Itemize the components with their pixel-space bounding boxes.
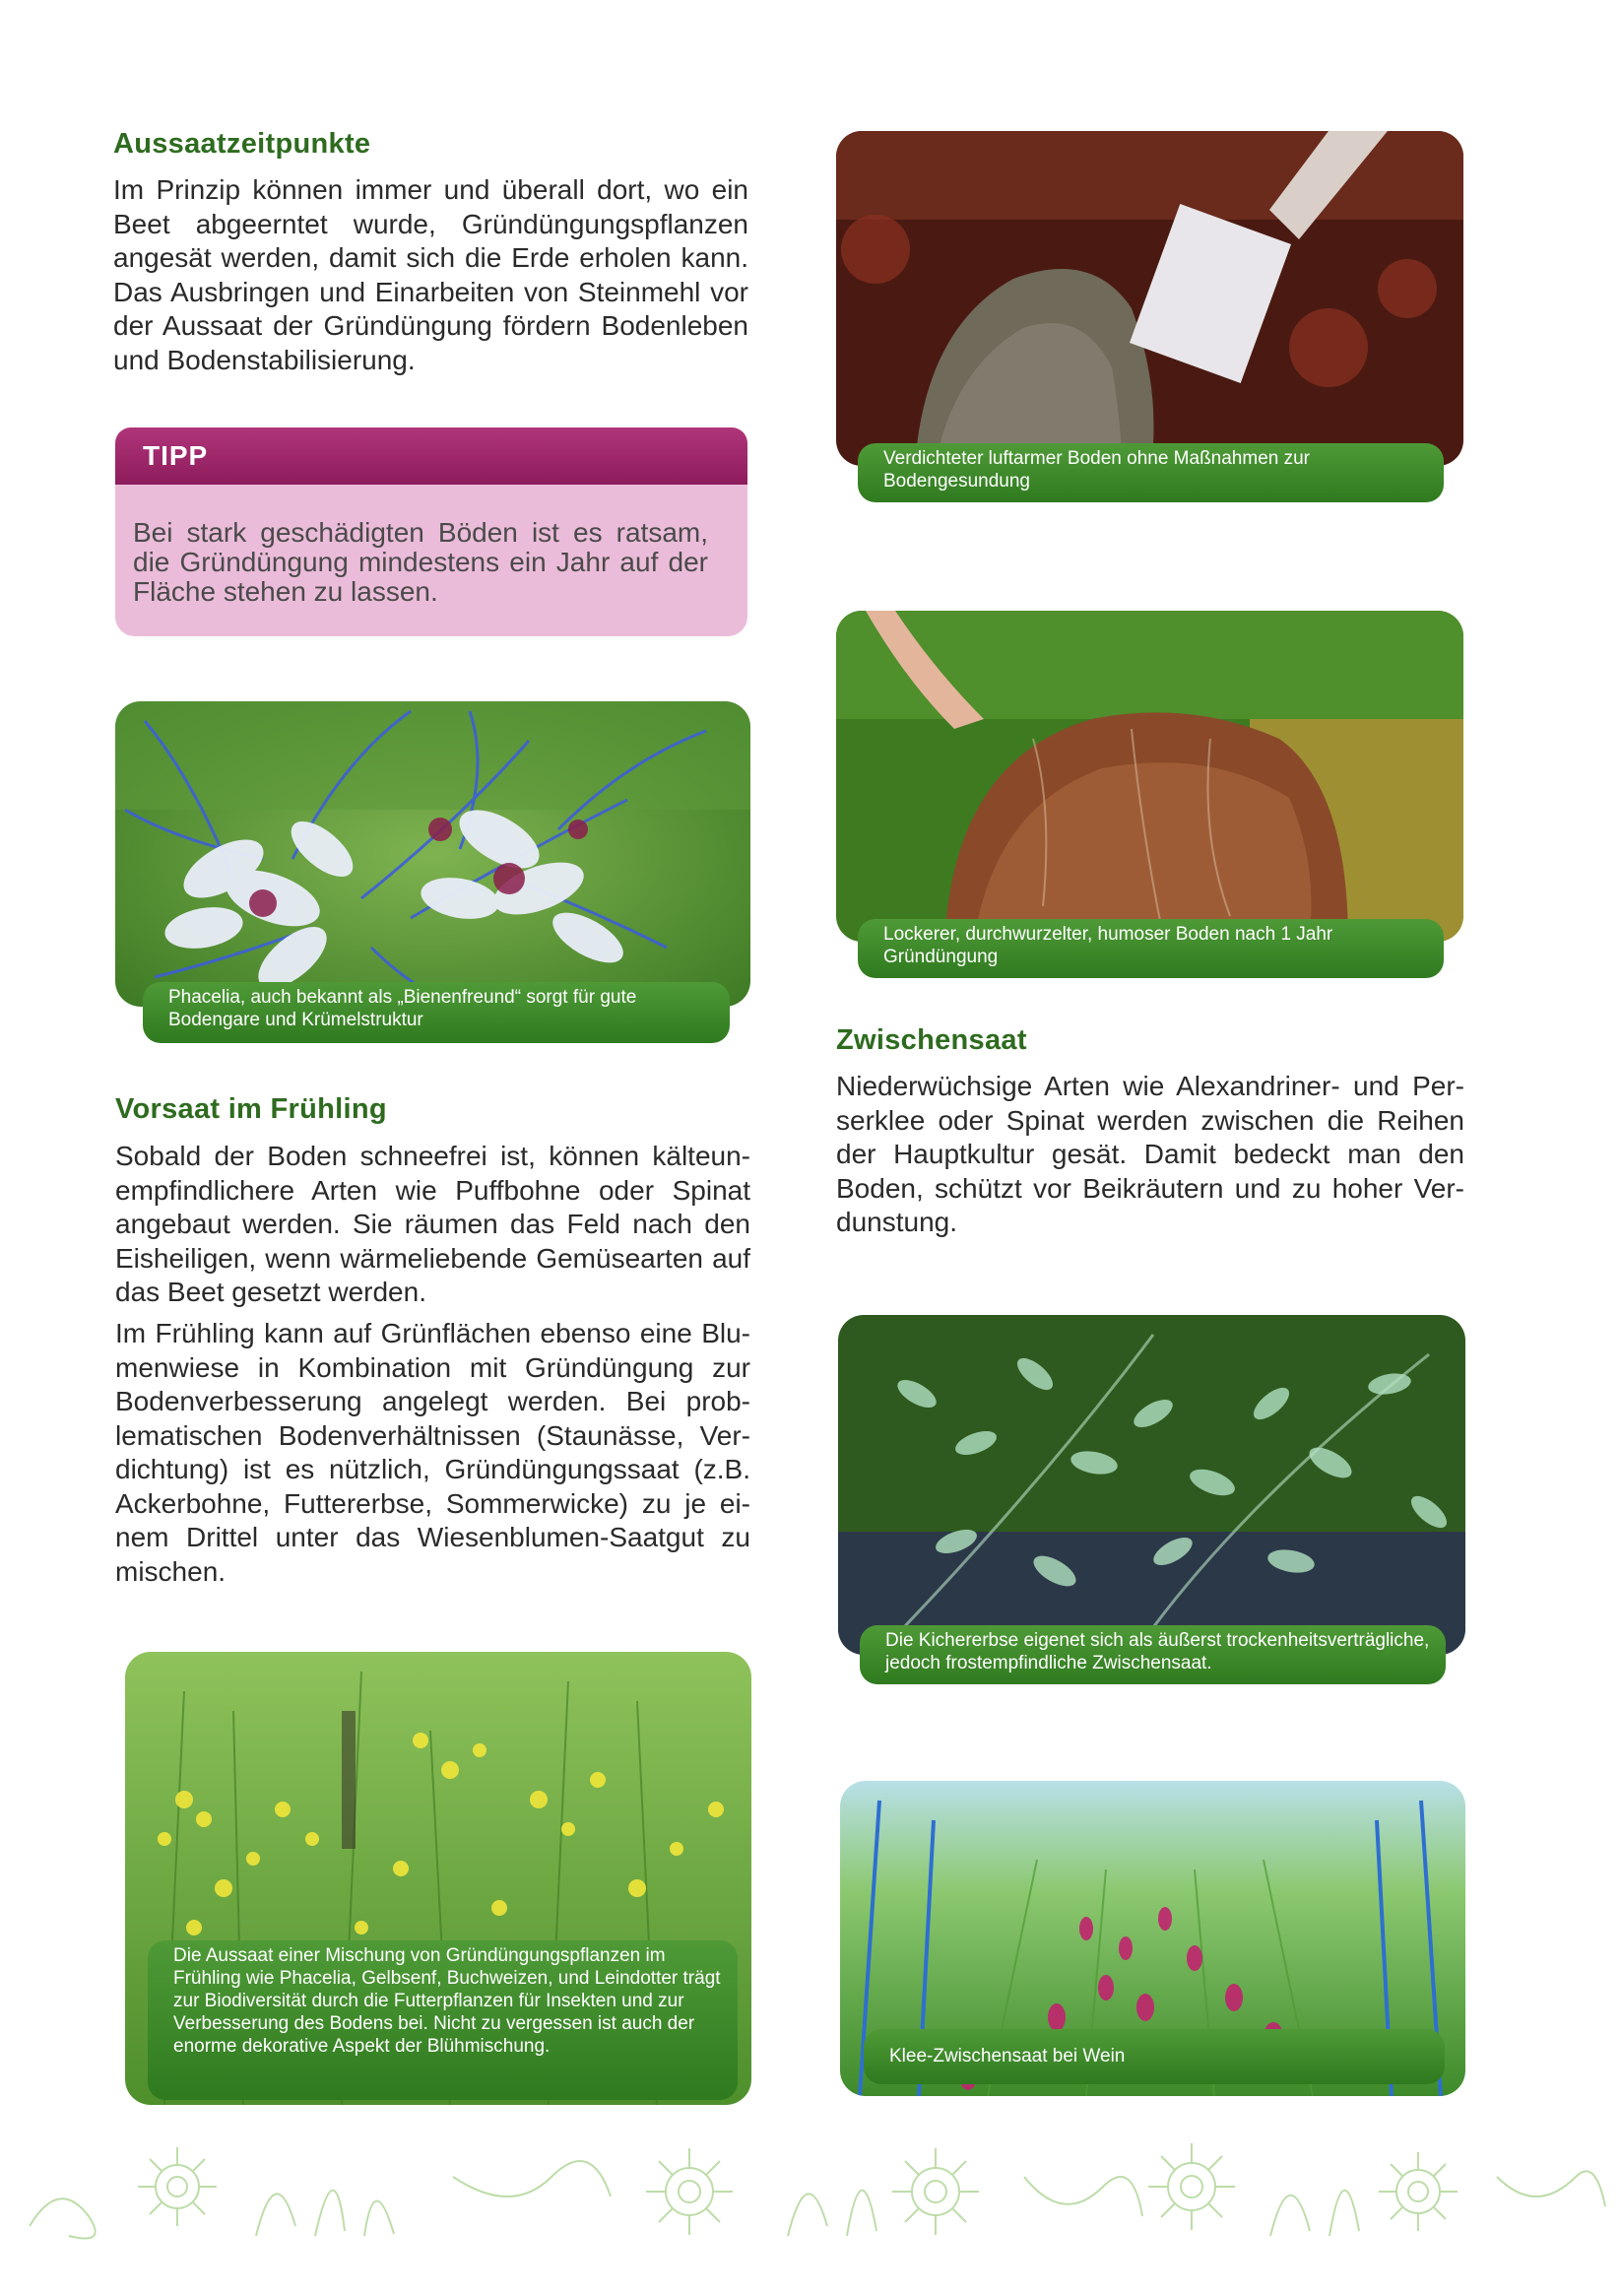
flower-ornament: [646, 2148, 733, 2235]
paragraph-vorsaat-2: Im Frühling kann auf Grünflächen ebenso eine Blumenwiese in Kombination mit Gründüngung zur Bodenverbesserung angelegt werden. Bei problematischen Bodenverhältnissen (Staunässe, Verdichtung) ist es nützlich, Gründüngungssaat (z.B. Ackerbohne, Futtererbse, Sommerwicke) zu je einem Drittel unter das Wiesenblumen-Saatgut zu mischen.: [115, 1318, 750, 1587]
phacelia-image: [115, 701, 750, 1007]
verdichteter-boden-caption: Verdichteter luftarmer Boden ohne Maßnahmen zur Bodengesundung: [858, 443, 1444, 502]
flower-ornament: [1148, 2143, 1235, 2230]
heading-zwischensaat: Zwischensaat: [836, 1024, 1027, 1056]
tipp-label: TIPP: [143, 440, 209, 471]
lockerer-boden-photo: [836, 611, 1463, 942]
mischung-caption: Die Aussaat einer Mischung von Gründüngungspflanzen im Frühling wie Phacelia, Gelbsenf, Buchweizen, und Leindotter trägt zur Biodiversität durch die Futterpflanzen für Insekten und zur Verbesserung des Bodens bei. Nicht zu vergessen ist auch der enorme dekorative Aspekt der Blühmischung.: [148, 1940, 738, 2100]
tipp-header: [115, 427, 747, 485]
heading-vorsaat-im-fruehling: Vorsaat im Frühling: [115, 1093, 387, 1125]
phacelia-photo: [115, 701, 750, 1007]
kichererbse-caption: Die Kichererbse eigenet sich als äußerst trockenheitsverträgliche, jedoch frostempfindliche Zwischensaat.: [860, 1625, 1446, 1684]
tipp-body: [115, 485, 747, 636]
footer-plant-ornament: [0, 2118, 1621, 2256]
phacelia-caption: Phacelia, auch bekannt als „Bienenfreund“ sorgt für gute Bodengare und Krümelstruktur: [143, 982, 730, 1043]
kichererbse-photo: [838, 1315, 1465, 1655]
paragraph-vorsaat-1: Sobald der Boden schneefrei ist, können kälteunempfindlichere Arten wie Puffbohne oder Spinat angebaut werden. Sie räumen das Feld nach den Eisheiligen, wenn wärmeliebende Gemüsearten auf das Beet gesetzt werden.: [115, 1141, 750, 1307]
verdichteter-boden-image: [836, 131, 1463, 466]
paragraph-aussaatzeitpunkte: Im Prinzip können immer und überall dort, wo ein Beet abgeerntet wurde, Gründüngungspflanzen angesät werden, damit sich die Erde erholen kann. Das Ausbringen und Einarbeiten von Steinmehl vor der Aussaat der Gründüngung fördern Bodenleben und Bodenstabilisierung.: [113, 174, 748, 375]
flower-ornament: [1379, 2152, 1458, 2231]
klee-caption: Klee-Zwischensaat bei Wein: [864, 2029, 1445, 2084]
kichererbse-image: [838, 1315, 1465, 1655]
tipp-text: Bei stark geschädigten Böden ist es ratsam, die Gründüngung mindestens ein Jahr auf der Fläche stehen zu lassen.: [133, 517, 708, 607]
paragraph-zwischensaat: Niederwüchsige Arten wie Alexandriner- und Perserklee oder Spinat werden zwischen die Reihen der Hauptkultur gesät. Damit bedeckt man den Boden, schützt vor Beikräutern und zu hoher Verdunstung.: [836, 1071, 1464, 1237]
flower-ornament: [138, 2147, 217, 2226]
verdichteter-boden-photo: [836, 131, 1463, 466]
heading-aussaatzeitpunkte: Aussaatzeitpunkte: [113, 128, 371, 160]
lockerer-boden-image: [836, 611, 1463, 942]
lockerer-boden-caption: Lockerer, durchwurzelter, humoser Boden nach 1 Jahr Gründüngung: [858, 919, 1444, 978]
flower-ornament: [892, 2148, 979, 2235]
